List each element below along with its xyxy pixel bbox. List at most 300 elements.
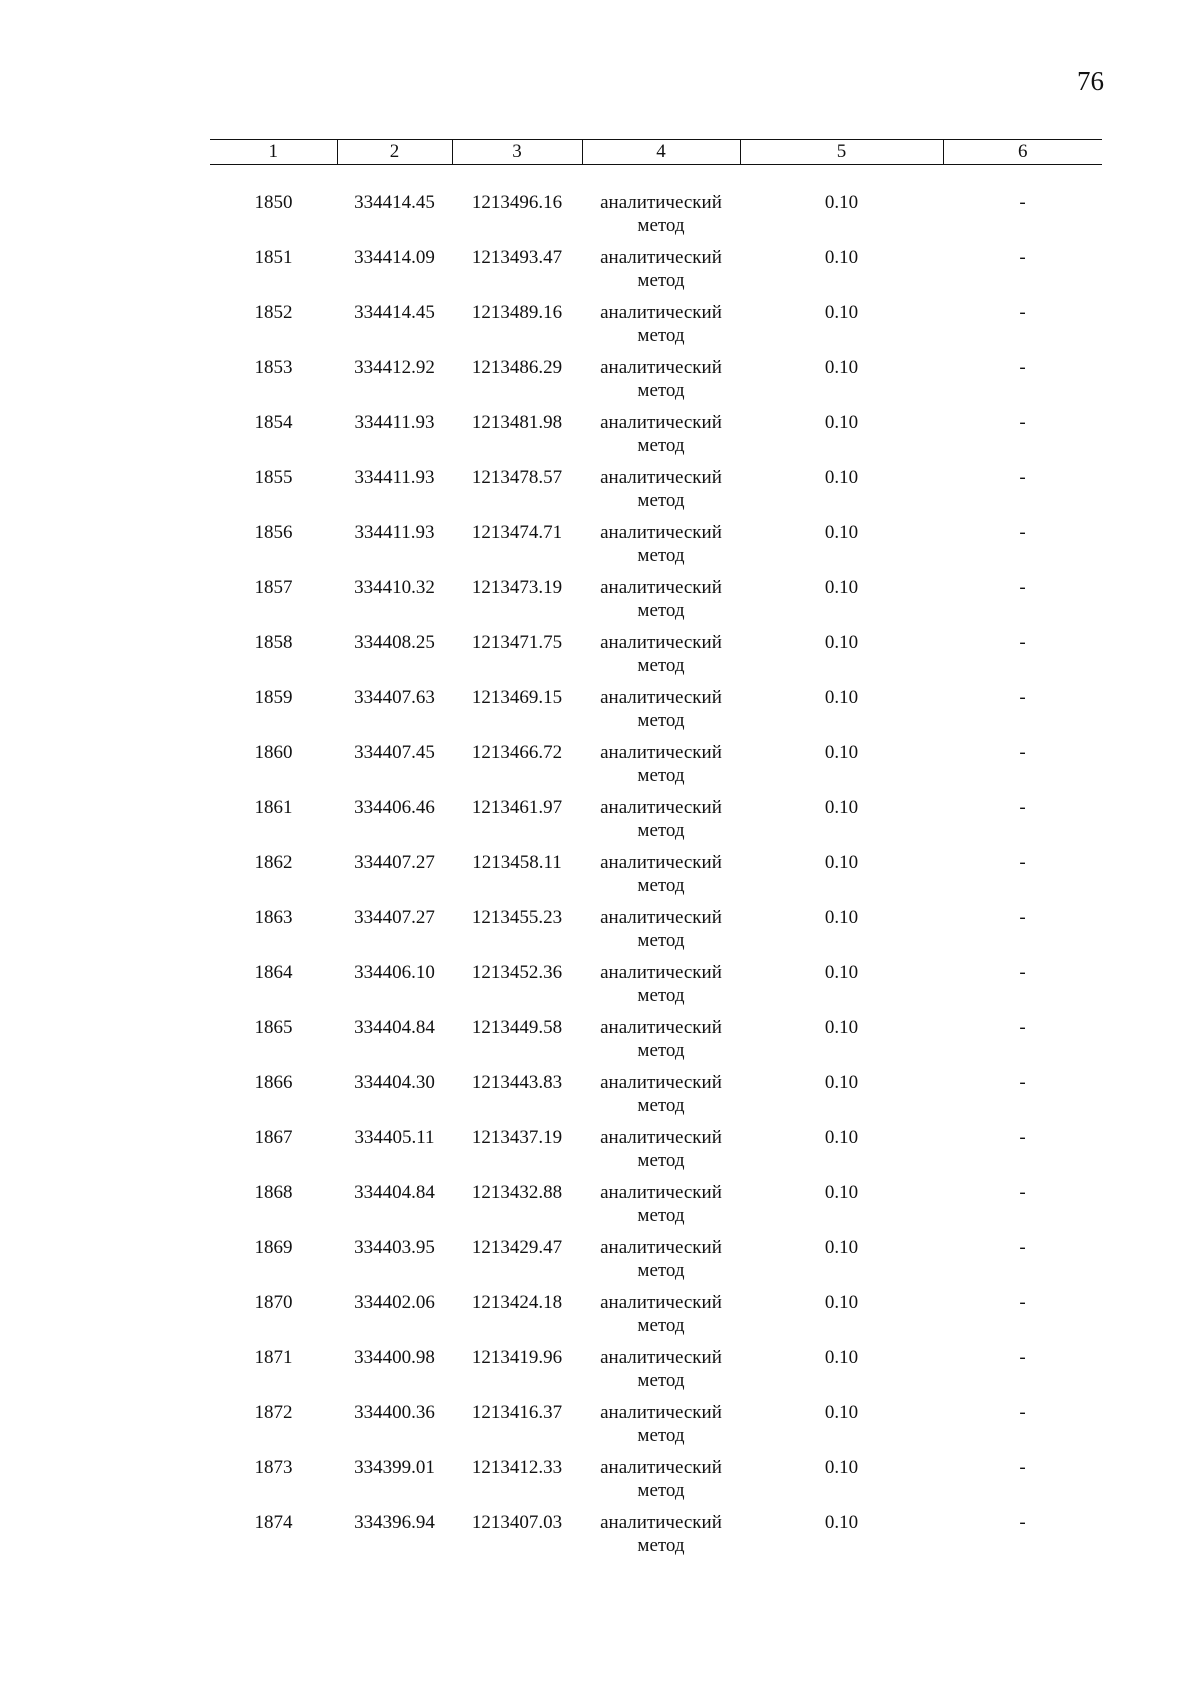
note-text: - xyxy=(1019,1292,1026,1313)
point-number-cell xyxy=(210,301,337,356)
accuracy-cell xyxy=(740,1016,943,1071)
y-coordinate-cell xyxy=(452,851,582,906)
table-row xyxy=(210,411,1102,466)
accuracy-text: 0.10 xyxy=(824,962,859,983)
point-number-text: 1856 xyxy=(254,522,293,543)
accuracy-cell xyxy=(740,1346,943,1401)
note-cell xyxy=(943,1236,1102,1291)
method-text: аналитический метод xyxy=(600,1402,722,1446)
method-text: аналитический метод xyxy=(600,1347,722,1391)
x-coordinate-cell xyxy=(337,1016,452,1071)
accuracy-cell xyxy=(740,906,943,961)
note-cell xyxy=(943,1071,1102,1126)
y-coordinate-text: 1213466.72 xyxy=(471,742,563,763)
x-coordinate-text: 334396.94 xyxy=(354,1512,435,1533)
table-row xyxy=(210,521,1102,576)
accuracy-cell xyxy=(740,1126,943,1181)
method-cell xyxy=(582,246,740,301)
note-cell xyxy=(943,1126,1102,1181)
x-coordinate-text: 334403.95 xyxy=(354,1237,435,1258)
x-coordinate-cell xyxy=(337,741,452,796)
method-text: аналитический метод xyxy=(600,247,722,291)
note-text: - xyxy=(1019,302,1026,323)
x-coordinate-cell xyxy=(337,1291,452,1346)
note-text: - xyxy=(1019,797,1026,818)
point-number-text: 1863 xyxy=(254,907,293,928)
point-number-cell xyxy=(210,1401,337,1456)
accuracy-cell xyxy=(740,851,943,906)
accuracy-text: 0.10 xyxy=(824,632,859,653)
table-row xyxy=(210,1181,1102,1236)
accuracy-text: 0.10 xyxy=(824,1127,859,1148)
y-coordinate-cell xyxy=(452,191,582,246)
accuracy-text: 0.10 xyxy=(824,1512,859,1533)
y-coordinate-cell xyxy=(452,906,582,961)
point-number-cell xyxy=(210,1016,337,1071)
point-number-text: 1865 xyxy=(254,1017,293,1038)
y-coordinate-cell xyxy=(452,1456,582,1511)
x-coordinate-cell xyxy=(337,191,452,246)
table-row xyxy=(210,796,1102,851)
point-number-text: 1859 xyxy=(254,687,293,708)
method-cell xyxy=(582,1236,740,1291)
y-coordinate-cell xyxy=(452,1291,582,1346)
method-cell xyxy=(582,1346,740,1401)
method-cell xyxy=(582,1071,740,1126)
x-coordinate-cell xyxy=(337,686,452,741)
x-coordinate-text: 334414.45 xyxy=(354,302,435,323)
table-row xyxy=(210,301,1102,356)
accuracy-cell xyxy=(740,741,943,796)
method-text: аналитический метод xyxy=(600,852,722,896)
accuracy-text: 0.10 xyxy=(824,577,859,598)
table-row xyxy=(210,191,1102,246)
y-coordinate-text: 1213461.97 xyxy=(471,797,563,818)
method-cell xyxy=(582,1291,740,1346)
x-coordinate-cell xyxy=(337,961,452,1016)
table-row xyxy=(210,851,1102,906)
y-coordinate-cell xyxy=(452,1181,582,1236)
method-cell xyxy=(582,466,740,521)
y-coordinate-text: 1213481.98 xyxy=(471,412,563,433)
table-row xyxy=(210,466,1102,521)
method-text: аналитический метод xyxy=(600,742,722,786)
point-number-text: 1864 xyxy=(254,962,293,983)
x-coordinate-cell xyxy=(337,1236,452,1291)
accuracy-cell xyxy=(740,1236,943,1291)
x-coordinate-cell xyxy=(337,796,452,851)
table-header-row xyxy=(210,140,1102,165)
point-number-text: 1862 xyxy=(254,852,293,873)
x-coordinate-cell xyxy=(337,906,452,961)
method-cell xyxy=(582,576,740,631)
x-coordinate-cell xyxy=(337,1181,452,1236)
y-coordinate-text: 1213496.16 xyxy=(471,192,563,213)
accuracy-text: 0.10 xyxy=(824,1237,859,1258)
accuracy-cell xyxy=(740,301,943,356)
note-cell xyxy=(943,796,1102,851)
note-cell xyxy=(943,686,1102,741)
column-header: 4 xyxy=(582,140,740,165)
point-number-text: 1866 xyxy=(254,1072,293,1093)
accuracy-text: 0.10 xyxy=(824,1017,859,1038)
note-text: - xyxy=(1019,1017,1026,1038)
method-text: аналитический метод xyxy=(600,1072,722,1116)
method-text: аналитический метод xyxy=(600,302,722,346)
method-cell xyxy=(582,1181,740,1236)
y-coordinate-cell xyxy=(452,686,582,741)
note-cell xyxy=(943,246,1102,301)
y-coordinate-cell xyxy=(452,631,582,686)
table-row xyxy=(210,631,1102,686)
accuracy-cell xyxy=(740,1401,943,1456)
y-coordinate-cell xyxy=(452,576,582,631)
method-cell xyxy=(582,631,740,686)
x-coordinate-text: 334407.27 xyxy=(354,852,435,873)
x-coordinate-text: 334400.36 xyxy=(354,1402,435,1423)
method-cell xyxy=(582,851,740,906)
x-coordinate-text: 334412.92 xyxy=(354,357,435,378)
table-row xyxy=(210,1346,1102,1401)
y-coordinate-cell xyxy=(452,1071,582,1126)
x-coordinate-text: 334407.27 xyxy=(354,907,435,928)
point-number-text: 1850 xyxy=(254,192,293,213)
accuracy-text: 0.10 xyxy=(824,467,859,488)
point-number-text: 1872 xyxy=(254,1402,293,1423)
table-row xyxy=(210,741,1102,796)
note-text: - xyxy=(1019,1347,1026,1368)
note-cell xyxy=(943,191,1102,246)
note-text: - xyxy=(1019,1182,1026,1203)
accuracy-text: 0.10 xyxy=(824,1072,859,1093)
y-coordinate-text: 1213471.75 xyxy=(471,632,563,653)
y-coordinate-cell xyxy=(452,1401,582,1456)
method-text: аналитический метод xyxy=(600,907,722,951)
y-coordinate-text: 1213437.19 xyxy=(471,1127,563,1148)
x-coordinate-text: 334411.93 xyxy=(354,467,435,488)
y-coordinate-text: 1213474.71 xyxy=(471,522,563,543)
accuracy-text: 0.10 xyxy=(824,907,859,928)
table-row xyxy=(210,576,1102,631)
accuracy-text: 0.10 xyxy=(824,357,859,378)
coordinates-table xyxy=(210,139,1102,1566)
y-coordinate-cell xyxy=(452,741,582,796)
point-number-cell xyxy=(210,796,337,851)
point-number-text: 1853 xyxy=(254,357,293,378)
y-coordinate-text: 1213419.96 xyxy=(471,1347,563,1368)
note-text: - xyxy=(1019,467,1026,488)
page-number: 76 xyxy=(1077,66,1104,96)
accuracy-cell xyxy=(740,1456,943,1511)
y-coordinate-cell xyxy=(452,1126,582,1181)
method-text: аналитический метод xyxy=(600,412,722,456)
y-coordinate-cell xyxy=(452,1511,582,1566)
x-coordinate-text: 334404.84 xyxy=(354,1182,435,1203)
note-text: - xyxy=(1019,357,1026,378)
point-number-text: 1861 xyxy=(254,797,293,818)
table-row xyxy=(210,1456,1102,1511)
x-coordinate-cell xyxy=(337,411,452,466)
point-number-cell xyxy=(210,1291,337,1346)
note-cell xyxy=(943,576,1102,631)
point-number-cell xyxy=(210,576,337,631)
note-text: - xyxy=(1019,907,1026,928)
x-coordinate-text: 334411.93 xyxy=(354,412,435,433)
accuracy-cell xyxy=(740,1291,943,1346)
note-text: - xyxy=(1019,577,1026,598)
accuracy-cell xyxy=(740,246,943,301)
note-cell xyxy=(943,411,1102,466)
accuracy-text: 0.10 xyxy=(824,192,859,213)
method-cell xyxy=(582,301,740,356)
accuracy-text: 0.10 xyxy=(824,247,859,268)
method-text: аналитический метод xyxy=(600,1292,722,1336)
x-coordinate-text: 334407.63 xyxy=(354,687,435,708)
y-coordinate-text: 1213473.19 xyxy=(471,577,563,598)
note-text: - xyxy=(1019,192,1026,213)
note-text: - xyxy=(1019,1127,1026,1148)
point-number-text: 1867 xyxy=(254,1127,293,1148)
table-row xyxy=(210,1236,1102,1291)
y-coordinate-text: 1213443.83 xyxy=(471,1072,563,1093)
table-row xyxy=(210,1511,1102,1566)
x-coordinate-cell xyxy=(337,356,452,411)
note-text: - xyxy=(1019,1237,1026,1258)
method-text: аналитический метод xyxy=(600,192,722,236)
x-coordinate-cell xyxy=(337,631,452,686)
y-coordinate-cell xyxy=(452,1346,582,1401)
accuracy-text: 0.10 xyxy=(824,687,859,708)
y-coordinate-text: 1213449.58 xyxy=(471,1017,563,1038)
method-cell xyxy=(582,411,740,466)
table-row xyxy=(210,686,1102,741)
point-number-text: 1860 xyxy=(254,742,293,763)
method-cell xyxy=(582,796,740,851)
note-cell xyxy=(943,521,1102,576)
accuracy-cell xyxy=(740,1181,943,1236)
method-cell xyxy=(582,356,740,411)
x-coordinate-cell xyxy=(337,466,452,521)
point-number-text: 1858 xyxy=(254,632,293,653)
y-coordinate-cell xyxy=(452,411,582,466)
table-row xyxy=(210,961,1102,1016)
method-cell xyxy=(582,521,740,576)
y-coordinate-text: 1213478.57 xyxy=(471,467,563,488)
method-cell xyxy=(582,191,740,246)
method-text: аналитический метод xyxy=(600,522,722,566)
table-row xyxy=(210,1016,1102,1071)
note-text: - xyxy=(1019,632,1026,653)
method-cell xyxy=(582,961,740,1016)
note-text: - xyxy=(1019,522,1026,543)
column-header: 5 xyxy=(740,140,943,165)
y-coordinate-cell xyxy=(452,521,582,576)
point-number-text: 1855 xyxy=(254,467,293,488)
point-number-cell xyxy=(210,1181,337,1236)
y-coordinate-text: 1213489.16 xyxy=(471,302,563,323)
point-number-cell xyxy=(210,466,337,521)
y-coordinate-text: 1213407.03 xyxy=(471,1512,563,1533)
accuracy-cell xyxy=(740,411,943,466)
method-cell xyxy=(582,906,740,961)
accuracy-cell xyxy=(740,1511,943,1566)
column-header: 1 xyxy=(210,140,337,165)
table-row xyxy=(210,356,1102,411)
method-text: аналитический метод xyxy=(600,1127,722,1171)
accuracy-cell xyxy=(740,521,943,576)
accuracy-cell xyxy=(740,576,943,631)
table-body xyxy=(210,165,1102,1567)
method-text: аналитический метод xyxy=(600,1182,722,1226)
note-text: - xyxy=(1019,962,1026,983)
accuracy-cell xyxy=(740,356,943,411)
accuracy-text: 0.10 xyxy=(824,522,859,543)
note-cell xyxy=(943,851,1102,906)
note-cell xyxy=(943,961,1102,1016)
point-number-cell xyxy=(210,1346,337,1401)
y-coordinate-text: 1213486.29 xyxy=(471,357,563,378)
point-number-text: 1857 xyxy=(254,577,293,598)
x-coordinate-text: 334406.10 xyxy=(354,962,435,983)
accuracy-text: 0.10 xyxy=(824,1402,859,1423)
y-coordinate-cell xyxy=(452,796,582,851)
x-coordinate-cell xyxy=(337,576,452,631)
x-coordinate-text: 334402.06 xyxy=(354,1292,435,1313)
note-cell xyxy=(943,1181,1102,1236)
x-coordinate-cell xyxy=(337,1126,452,1181)
method-cell xyxy=(582,1401,740,1456)
point-number-text: 1874 xyxy=(254,1512,293,1533)
accuracy-text: 0.10 xyxy=(824,1182,859,1203)
point-number-cell xyxy=(210,686,337,741)
table-row xyxy=(210,1291,1102,1346)
y-coordinate-text: 1213469.15 xyxy=(471,687,563,708)
x-coordinate-text: 334400.98 xyxy=(354,1347,435,1368)
accuracy-cell xyxy=(740,796,943,851)
x-coordinate-cell xyxy=(337,851,452,906)
x-coordinate-text: 334411.93 xyxy=(354,522,435,543)
x-coordinate-cell xyxy=(337,1071,452,1126)
x-coordinate-text: 334407.45 xyxy=(354,742,435,763)
column-header: 6 xyxy=(943,140,1102,165)
method-cell xyxy=(582,686,740,741)
note-text: - xyxy=(1019,1512,1026,1533)
point-number-text: 1854 xyxy=(254,412,293,433)
note-text: - xyxy=(1019,687,1026,708)
point-number-cell xyxy=(210,411,337,466)
point-number-text: 1868 xyxy=(254,1182,293,1203)
accuracy-cell xyxy=(740,961,943,1016)
accuracy-text: 0.10 xyxy=(824,1457,859,1478)
y-coordinate-text: 1213432.88 xyxy=(471,1182,563,1203)
note-text: - xyxy=(1019,247,1026,268)
point-number-cell xyxy=(210,1456,337,1511)
accuracy-text: 0.10 xyxy=(824,302,859,323)
method-text: аналитический метод xyxy=(600,357,722,401)
y-coordinate-cell xyxy=(452,961,582,1016)
y-coordinate-cell xyxy=(452,356,582,411)
x-coordinate-text: 334408.25 xyxy=(354,632,435,653)
point-number-cell xyxy=(210,851,337,906)
note-cell xyxy=(943,1456,1102,1511)
note-cell xyxy=(943,741,1102,796)
point-number-cell xyxy=(210,961,337,1016)
method-text: аналитический метод xyxy=(600,1237,722,1281)
x-coordinate-text: 334404.30 xyxy=(354,1072,435,1093)
point-number-cell xyxy=(210,906,337,961)
x-coordinate-text: 334410.32 xyxy=(354,577,435,598)
accuracy-text: 0.10 xyxy=(824,1292,859,1313)
x-coordinate-cell xyxy=(337,1456,452,1511)
point-number-text: 1852 xyxy=(254,302,293,323)
method-text: аналитический метод xyxy=(600,687,722,731)
x-coordinate-cell xyxy=(337,1346,452,1401)
y-coordinate-text: 1213412.33 xyxy=(471,1457,563,1478)
x-coordinate-cell xyxy=(337,246,452,301)
point-number-cell xyxy=(210,1236,337,1291)
point-number-cell xyxy=(210,356,337,411)
y-coordinate-text: 1213493.47 xyxy=(471,247,563,268)
note-text: - xyxy=(1019,1457,1026,1478)
y-coordinate-text: 1213429.47 xyxy=(471,1237,563,1258)
method-text: аналитический метод xyxy=(600,797,722,841)
note-text: - xyxy=(1019,1072,1026,1093)
note-text: - xyxy=(1019,742,1026,763)
accuracy-text: 0.10 xyxy=(824,797,859,818)
x-coordinate-text: 334414.09 xyxy=(354,247,435,268)
note-cell xyxy=(943,1016,1102,1071)
x-coordinate-text: 334414.45 xyxy=(354,192,435,213)
accuracy-cell xyxy=(740,686,943,741)
method-cell xyxy=(582,1016,740,1071)
x-coordinate-cell xyxy=(337,1511,452,1566)
point-number-cell xyxy=(210,1126,337,1181)
y-coordinate-text: 1213458.11 xyxy=(472,852,562,873)
point-number-text: 1851 xyxy=(254,247,293,268)
note-text: - xyxy=(1019,412,1026,433)
point-number-cell xyxy=(210,1511,337,1566)
point-number-cell xyxy=(210,191,337,246)
y-coordinate-text: 1213424.18 xyxy=(471,1292,563,1313)
y-coordinate-text: 1213416.37 xyxy=(471,1402,563,1423)
point-number-text: 1870 xyxy=(254,1292,293,1313)
y-coordinate-cell xyxy=(452,1236,582,1291)
accuracy-text: 0.10 xyxy=(824,852,859,873)
column-header: 3 xyxy=(452,140,582,165)
x-coordinate-text: 334406.46 xyxy=(354,797,435,818)
method-text: аналитический метод xyxy=(600,577,722,621)
table-row xyxy=(210,246,1102,301)
method-cell xyxy=(582,1456,740,1511)
x-coordinate-cell xyxy=(337,1401,452,1456)
method-cell xyxy=(582,1511,740,1566)
y-coordinate-cell xyxy=(452,246,582,301)
point-number-text: 1871 xyxy=(254,1347,293,1368)
note-cell xyxy=(943,1511,1102,1566)
point-number-text: 1869 xyxy=(254,1237,293,1258)
method-text: аналитический метод xyxy=(600,962,722,1006)
note-cell xyxy=(943,906,1102,961)
table-row xyxy=(210,906,1102,961)
note-text: - xyxy=(1019,1402,1026,1423)
method-cell xyxy=(582,741,740,796)
y-coordinate-cell xyxy=(452,301,582,356)
method-text: аналитический метод xyxy=(600,1457,722,1501)
accuracy-cell xyxy=(740,466,943,521)
note-cell xyxy=(943,466,1102,521)
note-cell xyxy=(943,1291,1102,1346)
x-coordinate-text: 334404.84 xyxy=(354,1017,435,1038)
